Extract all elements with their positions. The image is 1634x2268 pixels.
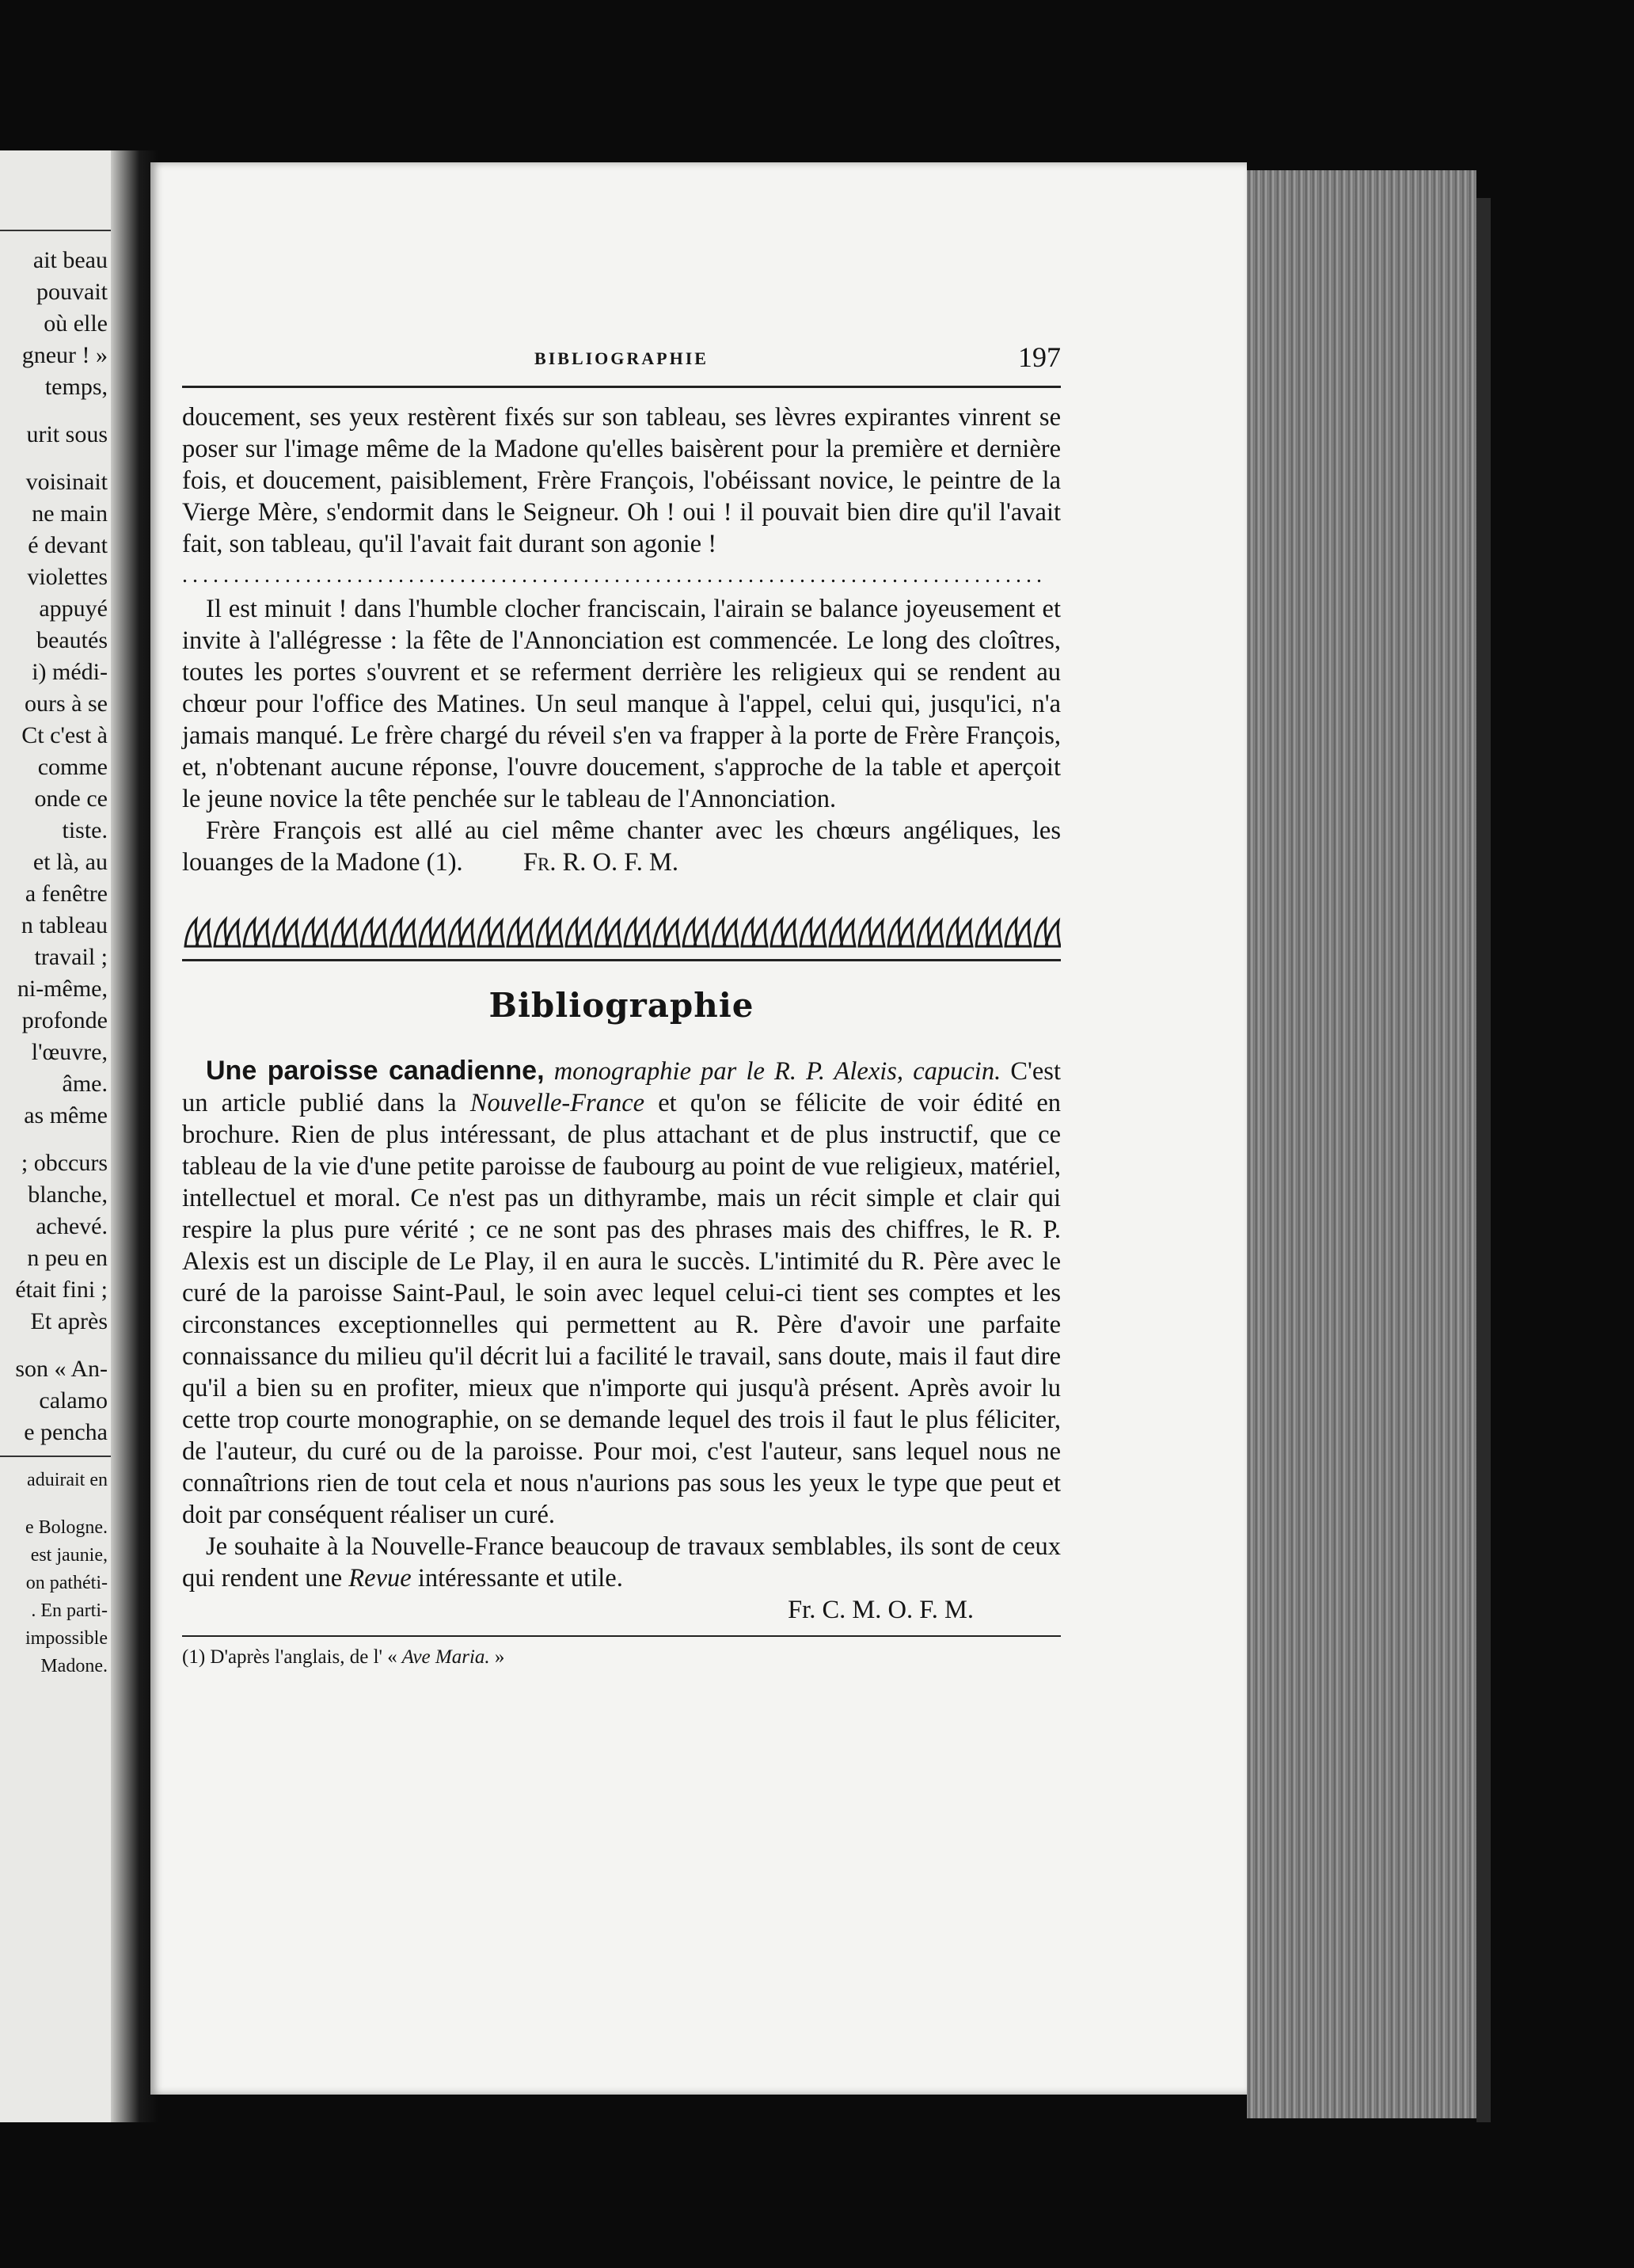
dotted-separator: .................................................................................... (182, 563, 1047, 588)
previous-page-line: voisinait (25, 469, 108, 495)
previous-page-line: aduirait en (27, 1470, 108, 1490)
footnote-mark: (1) D'après l'anglais, de l' « (182, 1646, 397, 1668)
previous-page-line: pouvait (36, 279, 108, 305)
ornament-leaf-icon (1005, 919, 1031, 946)
closing-text-1: Je souhaite à la Nouvelle-France beaucoup de travaux semblables, ils sont de ceux qui rendent une (182, 1532, 1061, 1593)
footnote (182, 1642, 1061, 1673)
ornament-leaf-icon (712, 919, 738, 946)
previous-page-line: où elle (44, 310, 108, 337)
previous-page-line: est jaunie, (30, 1545, 108, 1566)
ornament-leaf-icon (244, 919, 269, 946)
page-body (182, 401, 1061, 1673)
previous-page-line: achevé. (36, 1213, 108, 1239)
previous-page-line: on pathéti- (25, 1573, 108, 1593)
previous-page-line: beautés (36, 627, 108, 653)
closing-text-2: intéressante et utile. (411, 1564, 623, 1593)
ornament-leaf-icon (595, 919, 621, 946)
ornament-leaf-icon (273, 919, 298, 946)
ornamental-border (182, 916, 1061, 949)
ornament-leaf-icon (1035, 919, 1060, 946)
ornament-leaf-icon (449, 919, 474, 946)
previous-page-line: ; obccurs (21, 1150, 108, 1176)
story-signature: Fr. R. O. F. M. (522, 848, 678, 877)
story-paragraph-2: Il est minuit ! dans l'humble clocher franciscain, l'airain se balance joyeusement et invite à l'allégresse : la fête de l'Annonciation est commencée. Le long des cloîtres, toutes les portes s'ouvrent et se referment derrière les religieux qui se rendent au chœur pour l'office des Matines. Un seul manque à l'appel, celui qui, jusqu'ici, n'a jamais manqué. Le frère chargé du réveil s'en va frapper à la porte de Frère François, et, n'obtenant aucune réponse, l'ouvre doucement, s'approche de la table et aperçoit le jeune novice la tête penchée sur le tableau de l'Annonciation. (182, 595, 1061, 813)
previous-page-line: e pencha (24, 1419, 108, 1445)
ornament-leaf-icon (683, 919, 709, 946)
page-number: 197 (1018, 341, 1061, 373)
ornament-leaf-icon (918, 919, 943, 946)
review-subtitle: monographie par le R. P. Alexis, capucin. (553, 1057, 1001, 1086)
review-body-1: C'est un article publié dans la (182, 1057, 1061, 1117)
ornament-leaf-icon (361, 919, 386, 946)
review-paragraph (182, 1055, 1061, 1531)
ornament-leaf-icon (742, 919, 767, 946)
review-signature: Fr. C. M. O. F. M. (788, 1596, 974, 1624)
ornament-leaf-icon (947, 919, 972, 946)
section-title: Bibliographie (488, 986, 754, 1025)
previous-page-line: e Bologne. (25, 1517, 108, 1538)
previous-page-line: calamo (39, 1387, 108, 1414)
ornament-rule (182, 959, 1061, 961)
running-header (182, 341, 1061, 388)
ornament-leaf-icon (654, 919, 679, 946)
previous-page-line: ait beau (32, 247, 108, 273)
ornament-leaf-icon (859, 919, 884, 946)
previous-page-line: comme (37, 754, 108, 780)
closing-revue: Revue (348, 1564, 412, 1593)
previous-page-line: Madone. (40, 1656, 108, 1676)
book-page (150, 162, 1247, 2095)
review-title: Une paroisse canadienne, (206, 1056, 545, 1086)
previous-page-line: impossible (25, 1628, 108, 1649)
previous-page-line: Ct c'est à (21, 722, 108, 748)
previous-page-line: Et après (30, 1308, 108, 1334)
previous-page-line: é devant (28, 532, 108, 558)
previous-page-line: gneur ! » (21, 342, 108, 368)
review-body-2: et qu'on se félicite de voir édité en brochure. Rien de plus intéressant, de plus attachant et de plus instructif, que ce tableau de la vie d'une petite paroisse de faubourg au point de vue religieux, matériel, intellectuel et moral. Ce n'est pas un dithyrambe, mais un récit simple et clair qui respire la plus pure vérité ; ce ne sont pas des phrases mais des chiffres, le R. P. Alexis est un disciple de Le Play, il en aura le succès. L'intimité du R. Père avec le curé de la paroisse Saint-Paul, le soin avec lequel celui-ci tient ses comptes et les circonstances exceptionnelles qui permettent au R. Père d'avoir une parfaite connaissance du milieu qu'il décrit lui a facilité le travail, sans doute, mais il faut dire qu'il a bien su en profiter, mieux que n'importe qui jusqu'à présent. Après avoir lu cette trop courte monographie, on se demande lequel des trois il faut le plus féliciter, de l'auteur, du curé ou de la paroisse. Pour moi, c'est l'auteur, sans lequel nous ne connaîtrions rien de tout cela et nous n'aurions pas sous les yeux le type que peut et doit par conséquent réaliser un curé. (182, 1089, 1061, 1529)
previous-page-line: onde ce (34, 786, 108, 812)
previous-page-line: son « An- (15, 1356, 108, 1382)
previous-page-line: âme. (62, 1071, 108, 1097)
ornament-leaf-icon (390, 919, 416, 946)
previous-page-line: l'œuvre, (31, 1039, 108, 1065)
previous-page-line: ne main (32, 500, 108, 527)
previous-page-line: n peu en (27, 1245, 108, 1271)
previous-page-line: ni-même, (17, 976, 108, 1002)
ornament-leaf-icon (507, 919, 533, 946)
story-paragraph-1: doucement, ses yeux restèrent fixés sur son tableau, ses lèvres expirantes vinrent se poser sur l'image même de la Madone qu'elles baisèrent pour la première et dernière fois, et doucement, paisiblement, Frère François, l'obéissant novice, le peintre de la Vierge Mère, s'endormit dans le Seigneur. Oh ! oui ! il pouvait bien dire qu'il l'avait fait, son tableau, qu'il l'avait fait durant son agonie ! (182, 403, 1061, 558)
ornament-leaf-icon (302, 919, 328, 946)
previous-page-line: tiste. (62, 817, 108, 843)
previous-page-line: i) médi- (32, 659, 108, 685)
previous-page-line: urit sous (26, 421, 108, 447)
ornament-leaf-icon (625, 919, 650, 946)
ornament-leaf-icon (771, 919, 796, 946)
ornament-leaf-icon (537, 919, 562, 946)
review-journal: Nouvelle-France (469, 1089, 645, 1117)
ornament-leaf-icon (420, 919, 445, 946)
previous-page-rule (0, 230, 112, 231)
previous-page-line: profonde (21, 1007, 108, 1033)
previous-page-line: violettes (27, 564, 108, 590)
previous-page-rule (0, 1456, 112, 1457)
previous-page-line: et là, au (32, 849, 108, 875)
ornament-leaf-icon (566, 919, 591, 946)
footnote-source: Ave Maria. (397, 1646, 490, 1668)
ornament-leaf-icon (800, 919, 826, 946)
previous-page-line: as même (24, 1102, 108, 1128)
header-rule (182, 386, 1061, 388)
closing-paragraph (182, 1531, 1061, 1594)
ornament-leaf-icon (976, 919, 1001, 946)
previous-page-line: . En parti- (31, 1600, 108, 1621)
story-paragraph-3-text: Frère François est allé au ciel même chanter avec les chœurs angéliques, les louanges de la Madone (1). (182, 816, 1061, 877)
previous-page-line: ours à se (25, 691, 108, 717)
previous-page-line: temps, (44, 374, 108, 400)
ornament-leaf-icon (830, 919, 855, 946)
footnote-end: » (489, 1646, 505, 1668)
ornament-leaf-icon (478, 919, 504, 946)
ornament-leaf-icon (332, 919, 357, 946)
previous-page-fragment (0, 150, 119, 2122)
book-cover-edge (1476, 198, 1491, 2122)
ornament-leaf-icon (185, 919, 211, 946)
previous-page-line: blanche, (28, 1182, 108, 1208)
ornament-leaf-icon (888, 919, 914, 946)
ornament-leaf-icon (215, 919, 240, 946)
story-paragraph-3 (182, 815, 1061, 878)
previous-page-line: n tableau (21, 912, 108, 938)
previous-page-line: travail ; (34, 944, 108, 970)
previous-page-line: était fini ; (15, 1277, 108, 1303)
footnote-rule (182, 1635, 1061, 1637)
running-title: BIBLIOGRAPHIE (534, 348, 709, 368)
book-page-edges (1247, 170, 1476, 2118)
previous-page-line: a fenêtre (25, 881, 108, 907)
previous-page-line: appuyé (39, 596, 108, 622)
